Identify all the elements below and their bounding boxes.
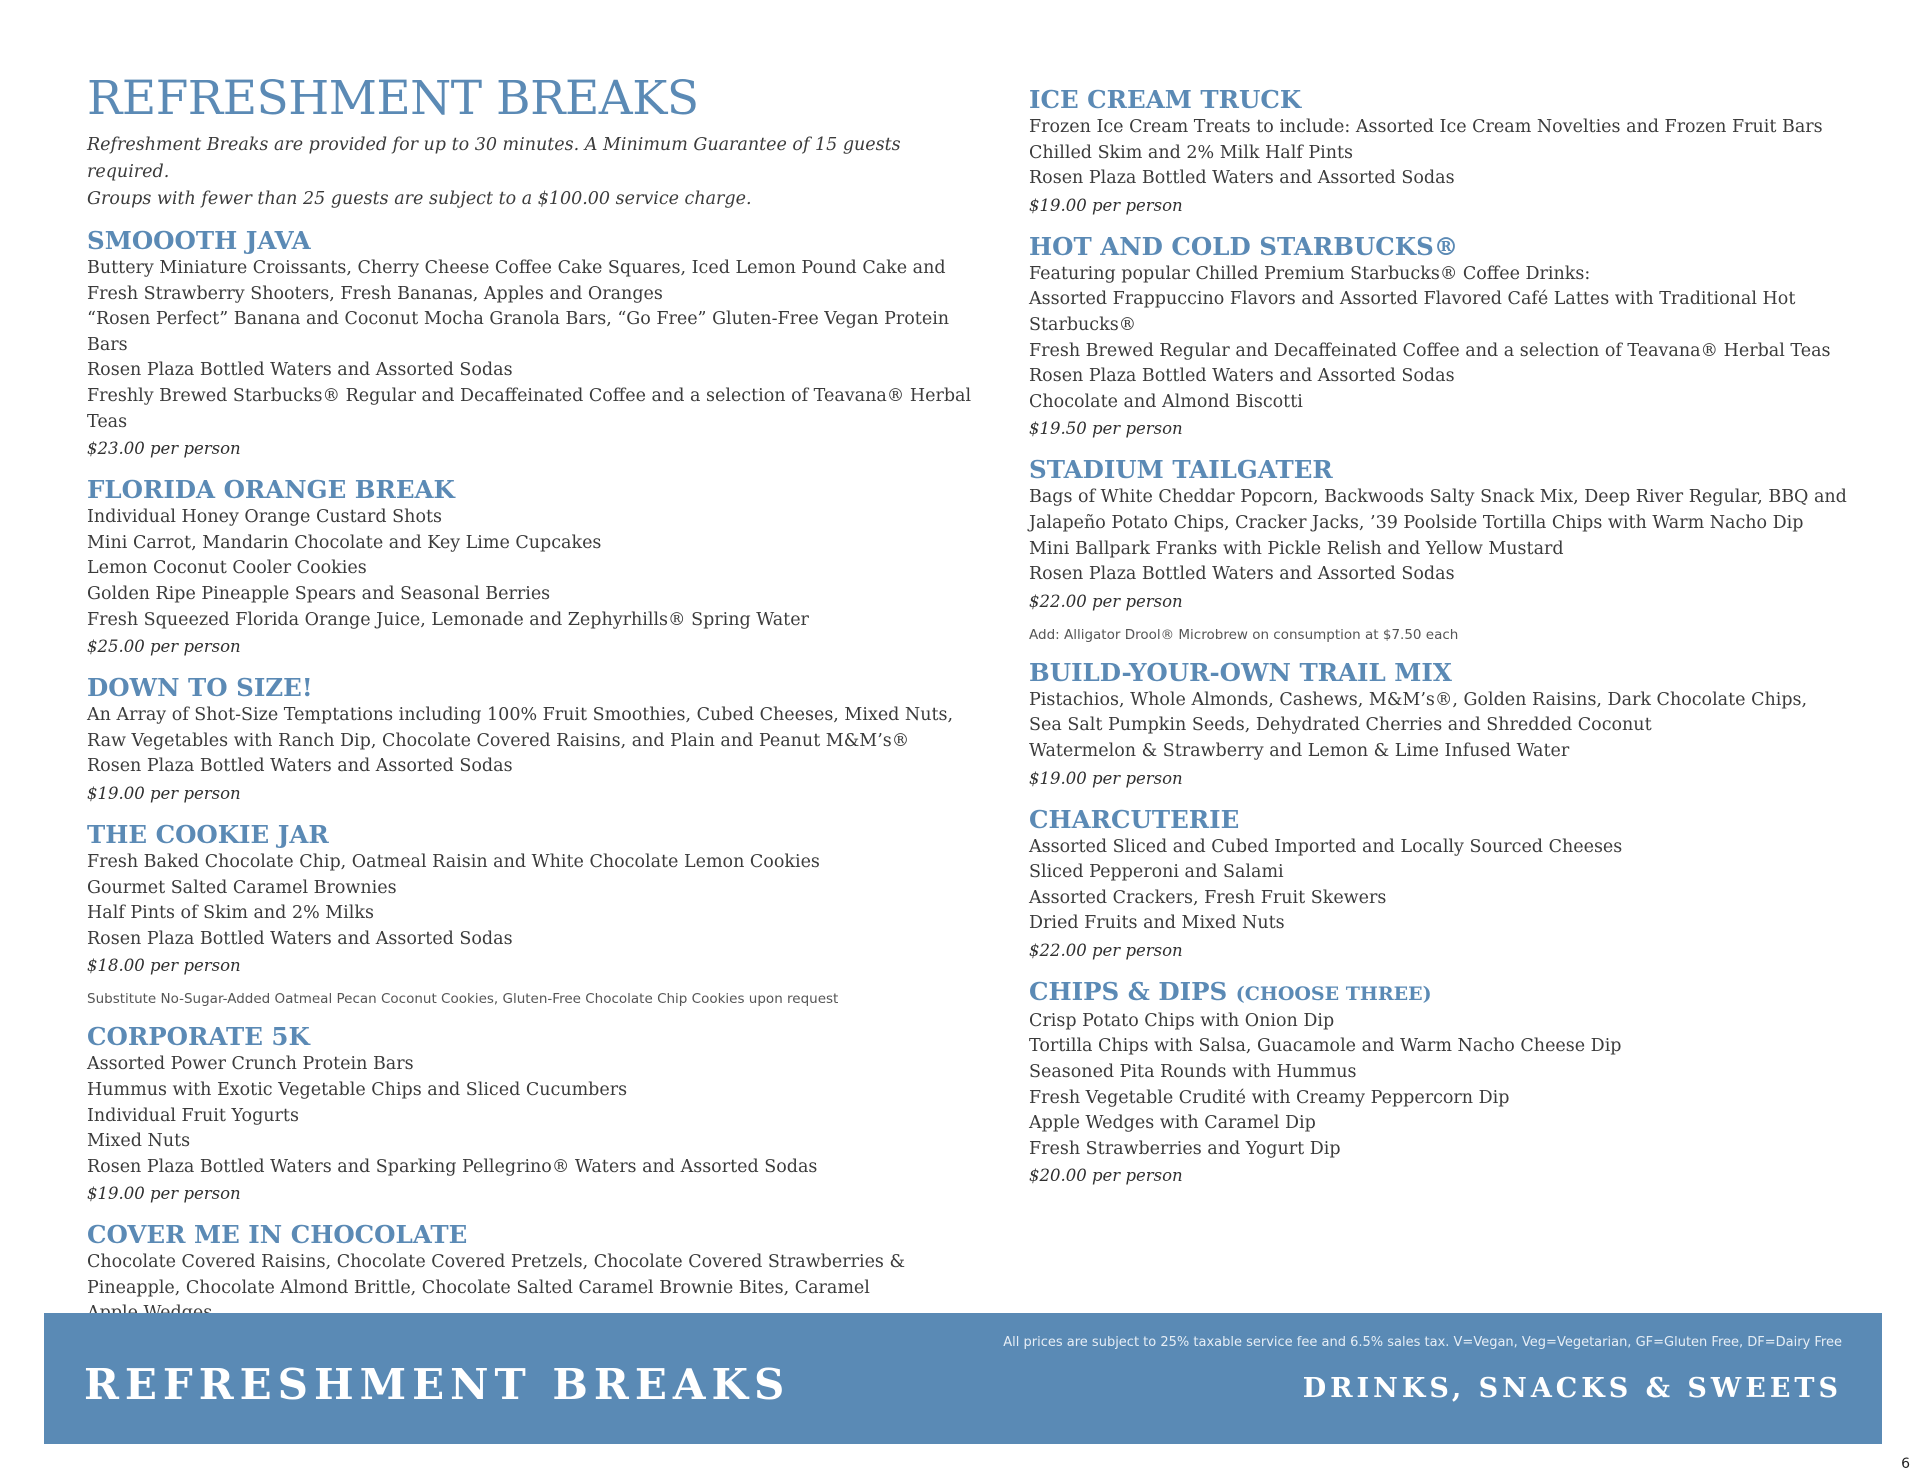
menu-item: Jalapeño Potato Chips, Cracker Jacks, ’39 Poolside Tortilla Chips with Warm Nacho Dip <box>1029 512 1804 533</box>
menu-item: Sea Salt Pumpkin Seeds, Dehydrated Cherries and Shredded Coconut <box>1029 715 1652 736</box>
menu-item: Rosen Plaza Bottled Waters and Assorted Sodas <box>1029 366 1455 387</box>
menu-item: Bags of White Cheddar Popcorn, Backwoods Salty Snack Mix, Deep River Regular, BBQ and <box>1029 487 1847 508</box>
menu-item: Dried Fruits and Mixed Nuts <box>1029 913 1285 934</box>
section-title: COVER ME IN CHOCOLATE <box>87 1220 468 1250</box>
menu-item: Fresh Squeezed Florida Orange Juice, Lemonade and Zephyrhills® Spring Water <box>87 609 809 630</box>
menu-item: Individual Fruit Yogurts <box>87 1105 299 1126</box>
section-price: $22.00 per person <box>1029 591 1183 611</box>
footer-title: REFRESHMENT BREAKS <box>84 1360 791 1409</box>
menu-item: Buttery Miniature Croissants, Cherry Cheese Coffee Cake Squares, Iced Lemon Pound Cake and <box>87 258 946 279</box>
page-title: REFRESHMENT BREAKS <box>87 71 699 126</box>
section-title: STADIUM TAILGATER <box>1029 455 1333 485</box>
menu-item: Featuring popular Chilled Premium Starbucks® Coffee Drinks: <box>1029 263 1591 284</box>
menu-item: Lemon Coconut Cooler Cookies <box>87 558 367 579</box>
menu-item: Fresh Strawberry Shooters, Fresh Bananas, Apples and Oranges <box>87 283 663 304</box>
item-list <box>1029 835 1889 937</box>
item-list <box>1029 688 1889 765</box>
menu-item: Hummus with Exotic Vegetable Chips and Sliced Cucumbers <box>87 1079 628 1100</box>
menu-item: Fresh Strawberries and Yogurt Dip <box>1029 1138 1341 1159</box>
menu-section <box>87 226 987 462</box>
section-title: THE COOKIE JAR <box>87 819 329 849</box>
menu-section <box>1029 85 1889 219</box>
section-title: DOWN TO SIZE! <box>87 673 313 703</box>
menu-item: Tortilla Chips with Salsa, Guacamole and Warm Nacho Cheese Dip <box>1029 1036 1622 1057</box>
section-title: BUILD-YOUR-OWN TRAIL MIX <box>1029 657 1452 687</box>
menu-item: Chilled Skim and 2% Milk Half Pints <box>1029 142 1353 163</box>
menu-section-chips-dips <box>1029 977 1889 1190</box>
menu-section <box>87 820 987 1009</box>
section-title: HOT AND COLD STARBUCKS® <box>1029 231 1459 261</box>
menu-item: Rosen Plaza Bottled Waters and Sparking Pellegrino® Waters and Assorted Sodas <box>87 1156 818 1177</box>
menu-section <box>87 1022 987 1207</box>
menu-item: Individual Honey Orange Custard Shots <box>87 507 442 528</box>
intro-line: Groups with fewer than 25 guests are subject to a $100.00 service charge. <box>87 189 752 210</box>
section-price: $19.00 per person <box>1029 768 1183 788</box>
menu-item: Freshly Brewed Starbucks® Regular and Decaffeinated Coffee and a selection of Teavana® Herbal Teas <box>87 386 972 432</box>
footer-subtitle: DRINKS, SNACKS & SWEETS <box>1302 1373 1842 1404</box>
section-price: $22.00 per person <box>1029 940 1183 960</box>
footer-banner <box>44 1313 1882 1444</box>
section-title: FLORIDA ORANGE BREAK <box>87 475 455 505</box>
page-number: 6 <box>1901 1456 1910 1472</box>
section-title: ICE CREAM TRUCK <box>1029 85 1302 114</box>
menu-item: Mini Ballpark Franks with Pickle Relish and Yellow Mustard <box>1029 538 1564 559</box>
menu-item: Chocolate and Almond Biscotti <box>1029 391 1303 412</box>
section-price: $23.00 per person <box>87 439 241 459</box>
menu-section <box>1029 805 1889 964</box>
menu-section <box>1029 455 1889 644</box>
section-title: CHARCUTERIE <box>1029 804 1240 834</box>
menu-item: Assorted Frappuccino Flavors and Assorted Flavored Café Lattes with Traditional Hot Starbucks® <box>1029 289 1796 335</box>
section-price: $19.50 per person <box>1029 419 1183 439</box>
menu-item: Frozen Ice Cream Treats to include: Assorted Ice Cream Novelties and Frozen Fruit Bars <box>1029 117 1823 137</box>
section-note: Add: Alligator Drool® Microbrew on consumption at $7.50 each <box>1029 626 1459 643</box>
menu-item: Apple Wedges with Caramel Dip <box>1029 1113 1316 1134</box>
item-list <box>1029 115 1889 192</box>
menu-item: Pistachios, Whole Almonds, Cashews, M&M’s®, Golden Raisins, Dark Chocolate Chips, <box>1029 689 1808 710</box>
left-column <box>87 72 987 1354</box>
menu-item: Gourmet Salted Caramel Brownies <box>87 877 397 898</box>
menu-item: Watermelon & Strawberry and Lemon & Lime Infused Water <box>1029 740 1570 761</box>
menu-section <box>87 673 987 807</box>
right-menu-sections <box>1029 85 1889 964</box>
section-note: Substitute No-Sugar-Added Oatmeal Pecan Coconut Cookies, Gluten-Free Chocolate Chip Cookies upon request <box>87 991 839 1008</box>
section-price: $19.00 per person <box>87 1184 241 1204</box>
menu-item: Assorted Power Crunch Protein Bars <box>87 1054 414 1075</box>
footer-disclaimer: All prices are subject to 25% taxable service fee and 6.5% sales tax. V=Vegan, Veg=Vegetarian, GF=Gluten Free, DF=Dairy Free <box>1003 1335 1842 1350</box>
menu-item: Rosen Plaza Bottled Waters and Assorted Sodas <box>1029 564 1455 585</box>
menu-item: Rosen Plaza Bottled Waters and Assorted Sodas <box>1029 168 1455 189</box>
intro-line: Refreshment Breaks are provided for up to 30 minutes. A Minimum Guarantee of 15 guests required. <box>87 135 901 183</box>
menu-item: Half Pints of Skim and 2% Milks <box>87 903 374 924</box>
item-list <box>1029 485 1889 587</box>
item-list <box>1029 1009 1889 1163</box>
menu-item: Fresh Brewed Regular and Decaffeinated Coffee and a selection of Teavana® Herbal Teas <box>1029 340 1831 361</box>
menu-item: Sliced Pepperoni and Salami <box>1029 862 1284 883</box>
menu-item: Fresh Baked Chocolate Chip, Oatmeal Raisin and White Chocolate Lemon Cookies <box>87 851 820 872</box>
left-menu-sections <box>87 226 987 1354</box>
item-list <box>87 703 987 780</box>
menu-item: Rosen Plaza Bottled Waters and Assorted Sodas <box>87 756 513 777</box>
menu-item: Crisp Potato Chips with Onion Dip <box>1029 1010 1335 1031</box>
section-price: $20.00 per person <box>1029 1166 1183 1186</box>
item-list <box>87 256 987 435</box>
menu-item: An Array of Shot-Size Temptations including 100% Fruit Smoothies, Cubed Cheeses, Mixed Nuts, <box>87 705 954 726</box>
section-title: CORPORATE 5K <box>87 1022 310 1052</box>
section-title <box>1029 977 1889 1009</box>
menu-section <box>1029 232 1889 443</box>
section-title: SMOOOTH JAVA <box>87 226 311 256</box>
menu-item: Mixed Nuts <box>87 1131 191 1152</box>
item-list <box>87 850 987 952</box>
menu-item: Chocolate Covered Raisins, Chocolate Covered Pretzels, Chocolate Covered Strawberries & <box>87 1252 906 1273</box>
intro-text <box>87 132 987 213</box>
menu-item: Fresh Vegetable Crudité with Creamy Peppercorn Dip <box>1029 1087 1510 1108</box>
menu-section <box>87 475 987 660</box>
section-price: $25.00 per person <box>87 637 241 657</box>
item-list <box>1029 262 1889 416</box>
menu-item: Assorted Sliced and Cubed Imported and Locally Sourced Cheeses <box>1029 836 1623 857</box>
menu-item: Raw Vegetables with Ranch Dip, Chocolate Covered Raisins, and Plain and Peanut M&M’s® <box>87 730 910 751</box>
menu-item: Assorted Crackers, Fresh Fruit Skewers <box>1029 887 1387 908</box>
menu-item: Golden Ripe Pineapple Spears and Seasonal Berries <box>87 583 551 604</box>
section-price: $18.00 per person <box>87 956 241 976</box>
menu-item: Mini Carrot, Mandarin Chocolate and Key Lime Cupcakes <box>87 532 602 553</box>
section-price: $19.00 per person <box>87 783 241 803</box>
menu-item: Rosen Plaza Bottled Waters and Assorted Sodas <box>87 928 513 949</box>
menu-item: Seasoned Pita Rounds with Hummus <box>1029 1062 1357 1083</box>
menu-item: Rosen Plaza Bottled Waters and Assorted Sodas <box>87 360 513 381</box>
menu-item: “Rosen Perfect” Banana and Coconut Mocha Granola Bars, “Go Free” Gluten-Free Vegan Protein Bars <box>87 309 950 355</box>
section-title-main: CHIPS & DIPS <box>1029 976 1228 1006</box>
menu-section <box>1029 658 1889 792</box>
item-list <box>87 1052 987 1180</box>
item-list <box>87 505 987 633</box>
section-title-suffix: (CHOOSE THREE) <box>1235 982 1432 1005</box>
section-price: $19.00 per person <box>1029 195 1183 215</box>
menu-item: Pineapple, Chocolate Almond Brittle, Chocolate Salted Caramel Brownie Bites, Caramel <box>87 1277 870 1298</box>
right-column <box>1029 72 1889 1189</box>
